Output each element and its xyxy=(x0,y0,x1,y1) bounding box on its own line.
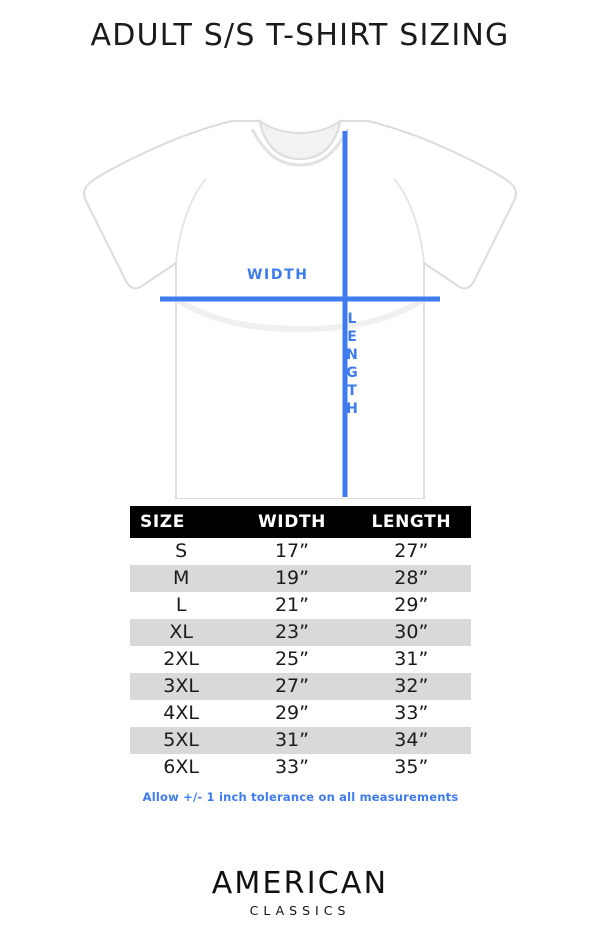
cell-width: 25” xyxy=(232,646,351,673)
brand-footer xyxy=(0,866,600,918)
cell-width: 33” xyxy=(232,754,351,781)
cell-size: 6XL xyxy=(130,754,232,781)
cell-size: L xyxy=(130,592,232,619)
header-size: SIZE xyxy=(130,506,232,538)
cell-size: M xyxy=(130,565,232,592)
brand-tagline: CLASSICS xyxy=(249,903,351,918)
table-header-row xyxy=(130,506,471,538)
cell-size: 3XL xyxy=(130,673,232,700)
cell-length: 30” xyxy=(352,619,471,646)
cell-width: 21” xyxy=(232,592,351,619)
table-row xyxy=(130,754,471,781)
cell-length: 34” xyxy=(352,727,471,754)
cell-size: 2XL xyxy=(130,646,232,673)
table-row xyxy=(130,565,471,592)
cell-size: 5XL xyxy=(130,727,232,754)
table-row xyxy=(130,538,471,565)
cell-width: 31” xyxy=(232,727,351,754)
cell-width: 19” xyxy=(232,565,351,592)
page-title: ADULT S/S T-SHIRT SIZING xyxy=(90,18,510,53)
cell-width: 29” xyxy=(232,700,351,727)
shirt-body xyxy=(84,121,516,499)
cell-size: 4XL xyxy=(130,700,232,727)
length-label: LENGTH xyxy=(344,311,360,419)
tolerance-note: Allow +/- 1 inch tolerance on all measurements xyxy=(142,790,459,804)
cell-width: 27” xyxy=(232,673,351,700)
cell-size: XL xyxy=(130,619,232,646)
cell-length: 32” xyxy=(352,673,471,700)
cell-width: 23” xyxy=(232,619,351,646)
table-row xyxy=(130,619,471,646)
table-row xyxy=(130,700,471,727)
cell-size: S xyxy=(130,538,232,565)
cell-length: 31” xyxy=(352,646,471,673)
cell-length: 28” xyxy=(352,565,471,592)
header-length: LENGTH xyxy=(352,506,471,538)
tshirt-illustration xyxy=(0,59,600,499)
cell-length: 29” xyxy=(352,592,471,619)
size-table-container xyxy=(130,506,471,804)
table-row xyxy=(130,592,471,619)
width-label: WIDTH xyxy=(247,267,309,283)
brand-name: AMERICAN xyxy=(211,866,389,901)
header-width: WIDTH xyxy=(232,506,351,538)
cell-width: 17” xyxy=(232,538,351,565)
size-table xyxy=(130,506,471,781)
table-row xyxy=(130,646,471,673)
cell-length: 33” xyxy=(352,700,471,727)
cell-length: 27” xyxy=(352,538,471,565)
table-row xyxy=(130,727,471,754)
cell-length: 35” xyxy=(352,754,471,781)
table-row xyxy=(130,673,471,700)
